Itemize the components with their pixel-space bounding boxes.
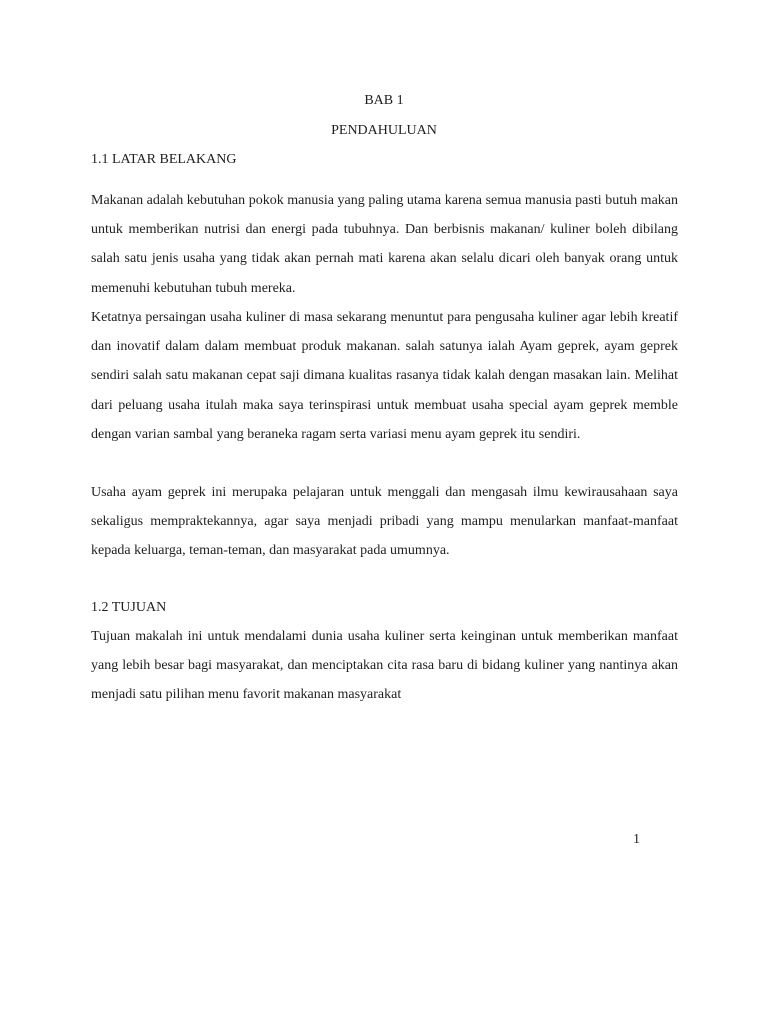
chapter-number: BAB 1 <box>364 93 404 108</box>
paragraph: Tujuan makalah ini untuk mendalami dunia usaha kuliner serta keinginan untuk memberikan manfaat yang lebih besar bagi masyarakat, dan menciptakan cita rasa baru di bidang kuliner yang nantinya akan menjadi satu pilihan menu favorit makanan masyarakat <box>91 629 678 703</box>
paragraph: Makanan adalah kebutuhan pokok manusia yang paling utama karena semua manusia pasti butuh makan untuk memberikan nutrisi dan energi pada tubuhnya. Dan berbisnis makanan/ kuliner boleh dibilang salah satu jenis usaha yang tidak akan pernah mati karena akan selalu dicari oleh banyak orang untuk memenuhi kebutuhan tubuh mereka. <box>91 193 678 296</box>
paragraph: Ketatnya persaingan usaha kuliner di masa sekarang menuntut para pengusaha kuliner agar lebih kreatif dan inovatif dalam dalam membuat produk makanan. salah satunya ialah Ayam geprek, ayam geprek sendiri salah satu makanan cepat saji dimana kualitas rasanya tidak kalah dengan masakan lain. Melihat dari peluang usaha itulah maka saya terinspirasi untuk membuat usaha special ayam geprek memble dengan varian sambal yang beraneka ragam serta variasi menu ayam geprek itu sendiri. <box>91 310 678 442</box>
section-heading-tujuan: 1.2 TUJUAN <box>91 600 167 615</box>
section-heading-latar-belakang: 1.1 LATAR BELAKANG <box>91 152 237 167</box>
page-number: 1 <box>633 832 640 847</box>
chapter-title: PENDAHULUAN <box>331 123 437 138</box>
paragraph: Usaha ayam geprek ini merupaka pelajaran untuk menggali dan mengasah ilmu kewirausahaan saya sekaligus mempraktekannya, agar saya menjadi pribadi yang mampu menularkan manfaat-manfaat kepada keluarga, teman-teman, dan masyarakat pada umumnya. <box>91 485 678 559</box>
